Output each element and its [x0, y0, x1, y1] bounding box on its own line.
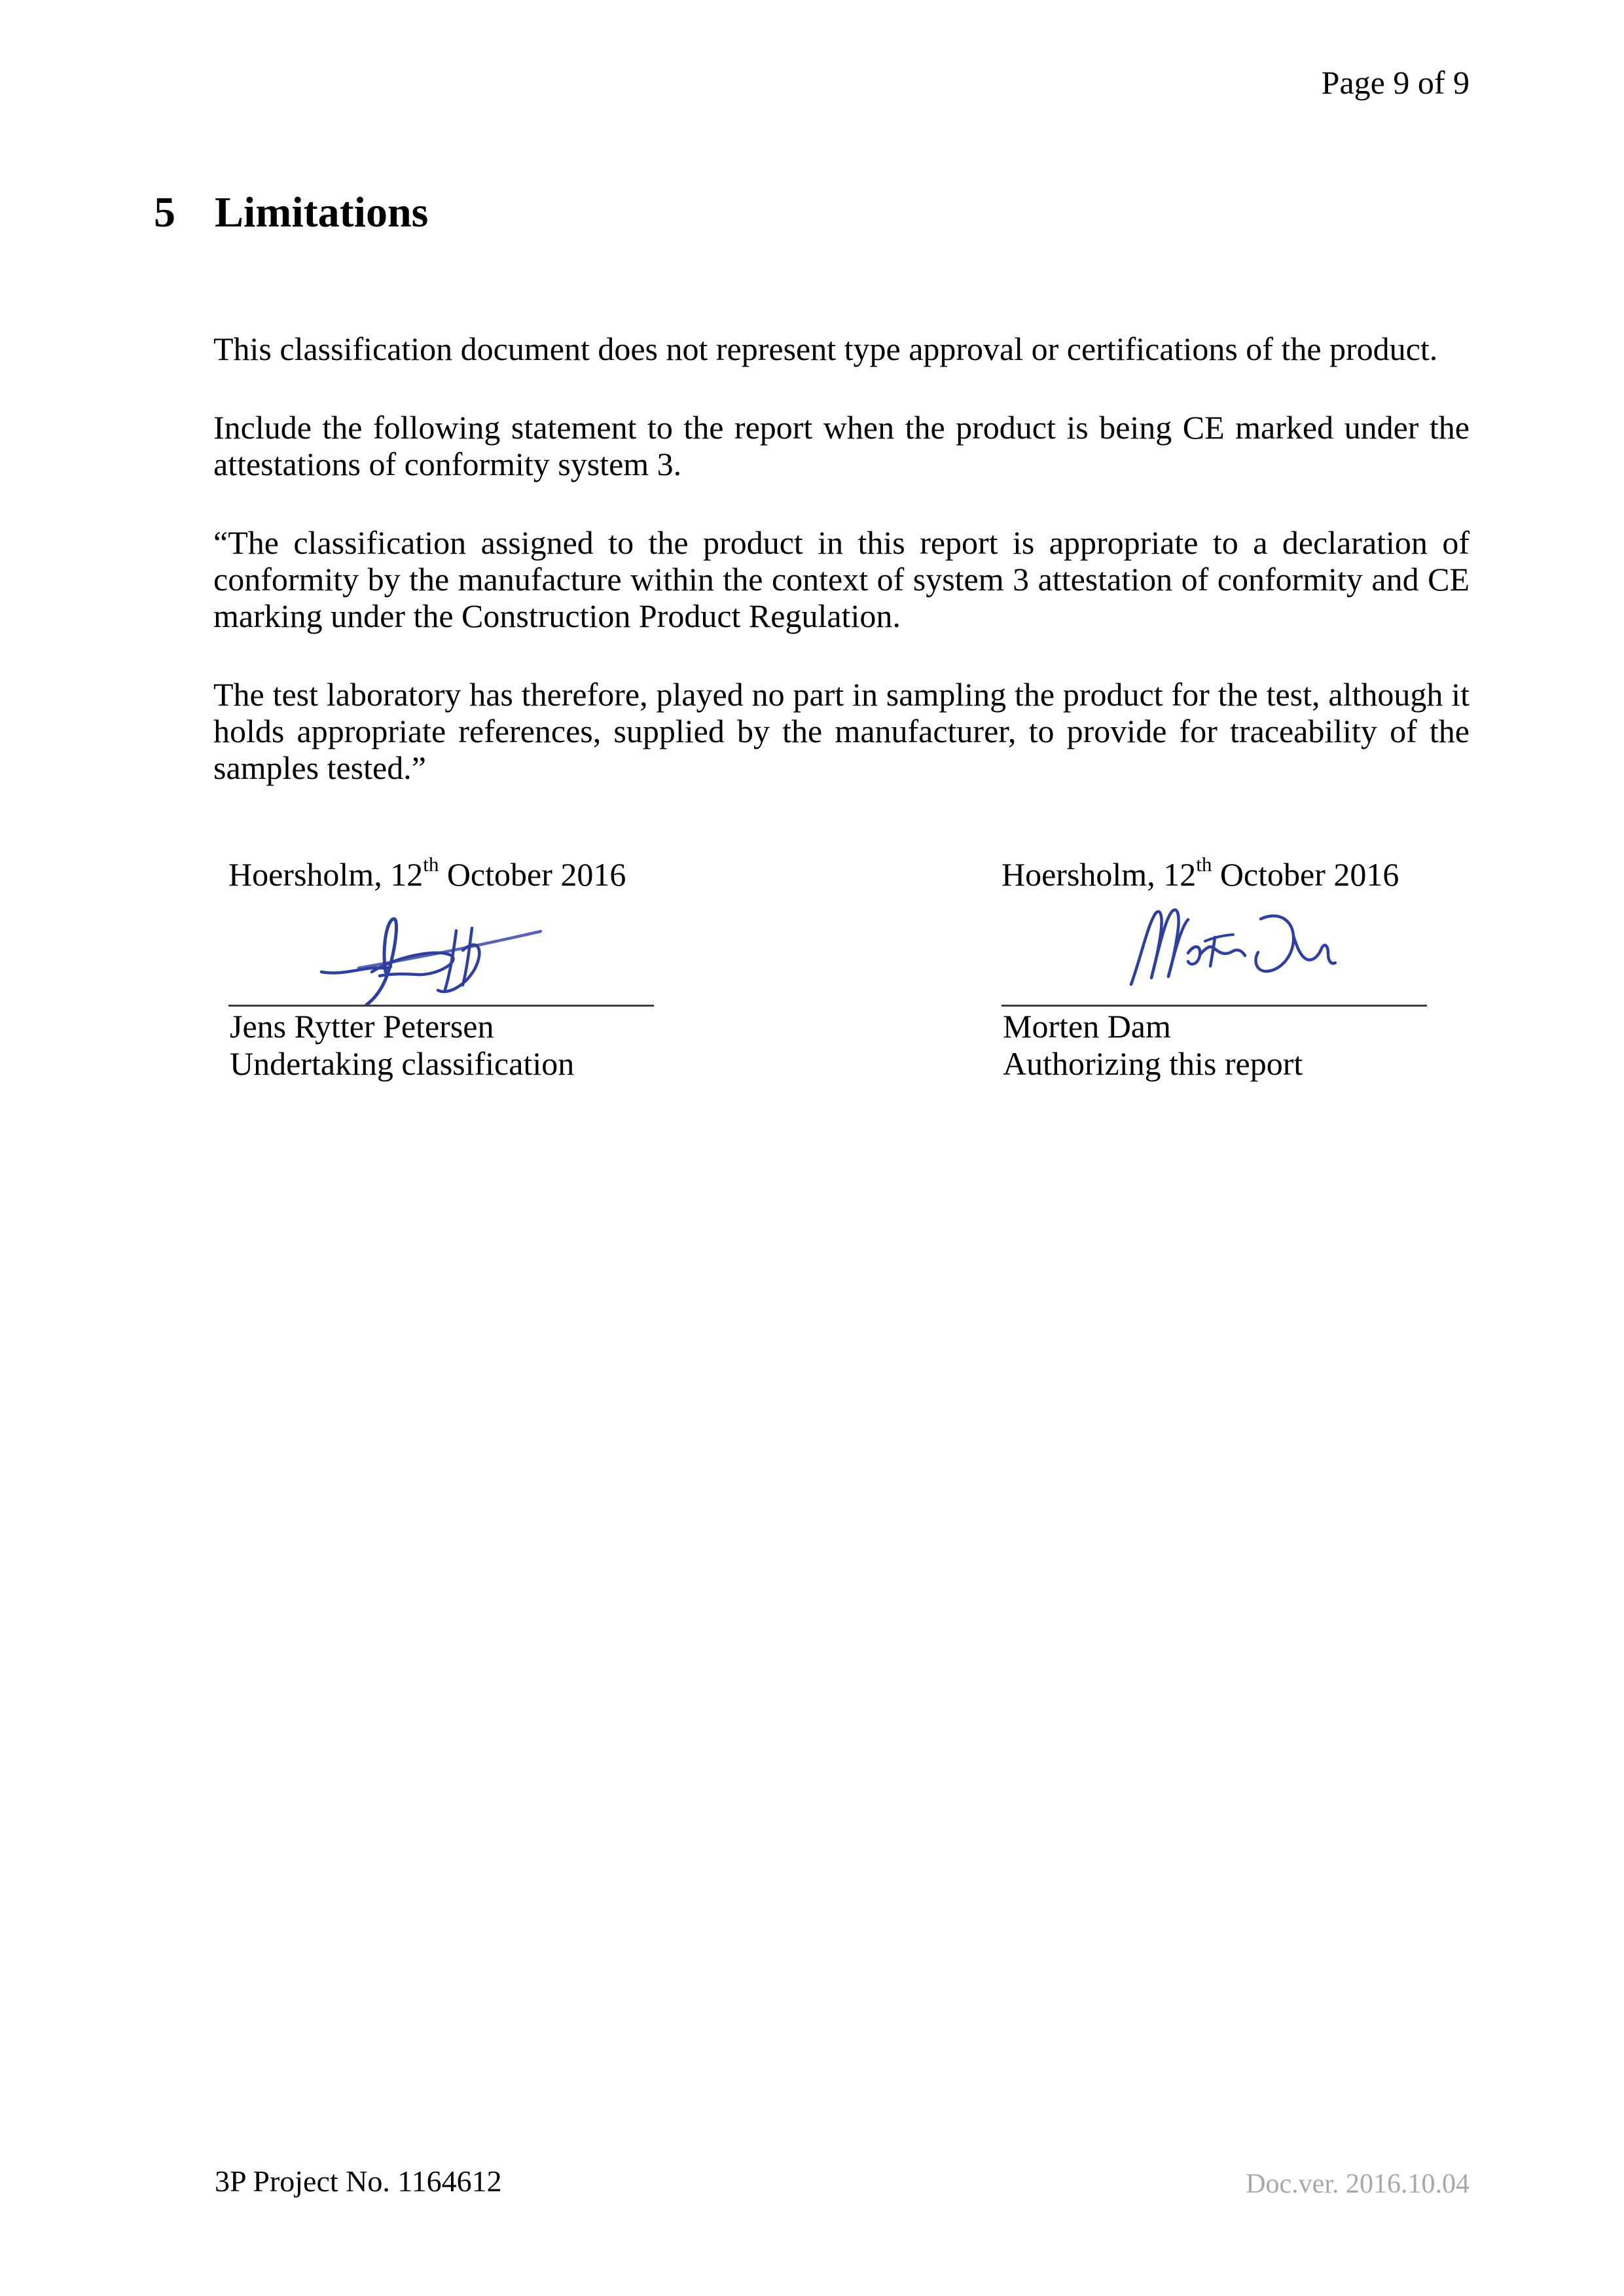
date-text: Hoersholm, 12 [1001, 856, 1197, 893]
signatory-name: Morten Dam [1003, 1008, 1171, 1045]
signature-line [1001, 1005, 1427, 1007]
date-ordinal: th [423, 853, 439, 876]
page-number: Page 9 of 9 [1321, 64, 1470, 101]
paragraph-3: “The classification assigned to the product in this report is appropriate to a declaration of conformity by the manufacture within the context of system 3 attestation of conformity and CE marking under the Construction Product Regulation. [213, 524, 1470, 634]
body-text [213, 331, 1470, 828]
paragraph-2: Include the following statement to the report when the product is being CE marked under the attestations of conformity system 3. [213, 409, 1470, 482]
date-text: Hoersholm, 12 [228, 856, 424, 893]
signature-date-left [228, 853, 626, 897]
signature-icon [1127, 906, 1337, 991]
date-text: October 2016 [1212, 856, 1399, 893]
section-title: Limitations [215, 188, 429, 236]
signatory-name: Jens Rytter Petersen [230, 1008, 494, 1045]
paragraph-1: This classification document does not represent type approval or certifications of the product. [213, 331, 1438, 367]
section-heading [154, 188, 429, 236]
signature-line [228, 1005, 654, 1007]
paragraph-4: The test laboratory has therefore, played no part in sampling the product for the test, although it holds appropriate references, supplied by the manufacturer, to provide for traceability of the samples tested.” [213, 676, 1470, 786]
date-ordinal: th [1196, 853, 1212, 876]
footer-project-number: 3P Project No. 1164612 [215, 2164, 502, 2198]
signatory-left [230, 1008, 574, 1083]
footer-doc-version: Doc.ver. 2016.10.04 [1246, 2169, 1470, 2199]
date-text: October 2016 [439, 856, 626, 893]
signatory-role: Undertaking classification [230, 1045, 575, 1082]
signatory-role: Authorizing this report [1003, 1045, 1303, 1082]
signature-date-right [1001, 853, 1399, 897]
signature-icon [319, 911, 545, 1008]
signatory-right [1003, 1008, 1303, 1083]
section-number: 5 [154, 188, 175, 236]
